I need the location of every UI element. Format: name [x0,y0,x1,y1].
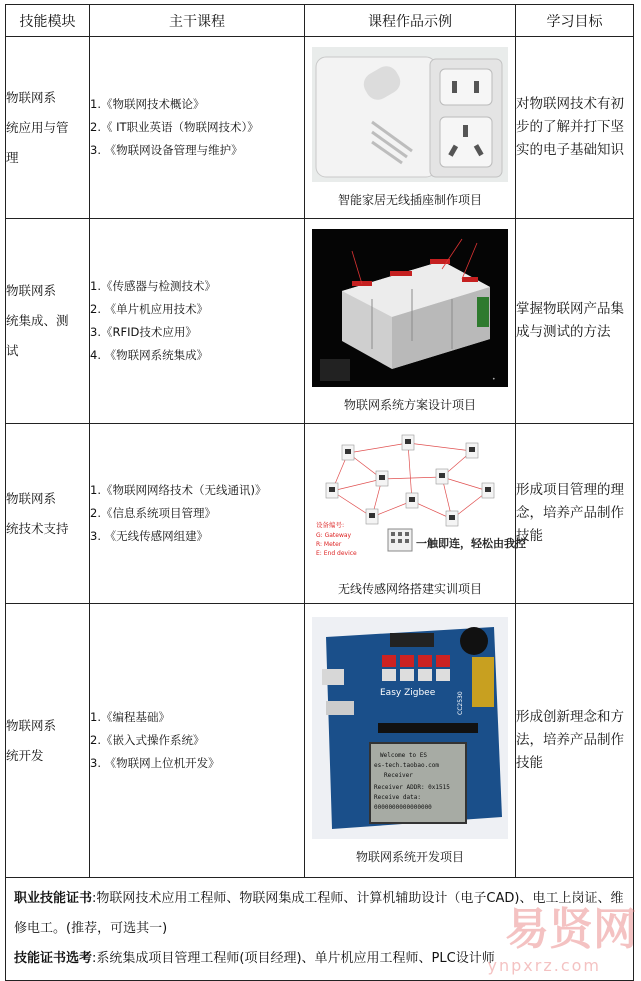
table-row [6,424,634,604]
legend-item: E: End device [316,549,357,557]
legend-item: R: Meter [316,540,342,548]
work-cell [305,37,516,219]
course-item: 3. 《物联网设备管理与维护》 [90,143,243,157]
course-item: 3.《RFID技术应用》 [90,325,197,339]
work-cell [305,604,516,878]
course-item: 3. 《物联网上位机开发》 [90,756,220,770]
courses-cell [90,424,305,604]
work-caption: 智能家居无线插座制作项目 [337,193,482,207]
header-cell: 学习目标 [516,5,634,37]
module-cell: 物联网系 统应用与管 理 [6,37,90,219]
course-item: 2.《 IT职业英语（物联网技术）》 [90,120,259,134]
chip-label: CC2530 [457,690,464,715]
course-item: 2.《信息系统项目管理》 [90,506,216,520]
goal-cell: 对物联网技术有初步的了解并打下坚实的电子基础知识 [516,37,634,219]
work-caption: 物联网系统方案设计项目 [343,398,476,412]
curriculum-table [5,4,634,981]
board-label: Easy Zigbee [380,687,436,698]
header-cell: 技能模块 [6,5,90,37]
table-row [6,219,634,424]
lcd-line: es-tech.taobao.com [374,761,440,769]
goal-cell: 掌握物联网产品集成与测试的方法 [516,219,634,424]
work-cell [305,219,516,424]
lcd-line: 0000000000000000 [374,803,432,811]
lcd-line: Receive data: [374,793,421,801]
module-cell: 物联网系 统集成、测 试 [6,219,90,424]
course-item: 2.《嵌入式操作系统》 [90,733,205,747]
course-item: 1.《编程基础》 [90,710,170,724]
module-cell: 物联网系 统开发 [6,604,90,878]
courses-cell [90,604,305,878]
course-item: 1.《传感器与检测技术》 [90,279,216,293]
course-item: 3. 《无线传感网组建》 [90,529,209,543]
elective-line: 技能证书选考:系统集成项目管理工程师(项目经理)、单片机应用工程师、PLC设计师 [14,951,495,966]
goal-cell: 形成项目管理的理念，培养产品制作技能 [516,424,634,604]
header-row [6,5,634,37]
watermark-url: ynpxrz.com [487,956,601,975]
module-cell: 物联网系 统技术支持 [6,424,90,604]
courses-cell [90,219,305,424]
work-caption: 无线传感网络搭建实训项目 [337,581,482,596]
slogan: 一触即连，轻松由我控 [416,536,526,550]
smart-socket-image [312,47,508,182]
courses-cell [90,37,305,219]
legend-item: G: Gateway [316,531,352,539]
header-cell: 课程作品示例 [305,5,516,37]
lcd-line: Receiver ADDR: 0x1515 [374,783,450,791]
table-row [6,37,634,219]
legend-title: 设备编号: [316,520,345,529]
lcd-line: Receiver [384,771,413,779]
course-item: 2. 《单片机应用技术》 [90,302,209,316]
course-item: 1.《物联网网络技术（无线通讯)》 [90,483,267,497]
watermark-logo: 易贤网 [505,904,637,955]
zigbee-board-image [312,617,508,839]
header-cell: 主干课程 [90,5,305,37]
lcd-line: Welcome to ES [380,751,427,759]
course-item: 4. 《物联网系统集成》 [90,348,209,362]
work-caption: 物联网系统开发项目 [355,849,464,864]
cert-line: 职业技能证书:物联网技术应用工程师、物联网集成工程师、计算机辅助设计（电子CAD)、电工上岗证、维修电工。(推荐，可选其一) [14,891,624,936]
sensor-network-image [312,431,526,571]
table-row [6,604,634,878]
course-item: 1.《物联网技术概论》 [90,97,205,111]
goal-cell: 形成创新理念和方法，培养产品制作技能 [516,604,634,878]
system-design-image [312,229,508,387]
work-cell [305,424,526,604]
svg-text:•: • [492,376,496,383]
